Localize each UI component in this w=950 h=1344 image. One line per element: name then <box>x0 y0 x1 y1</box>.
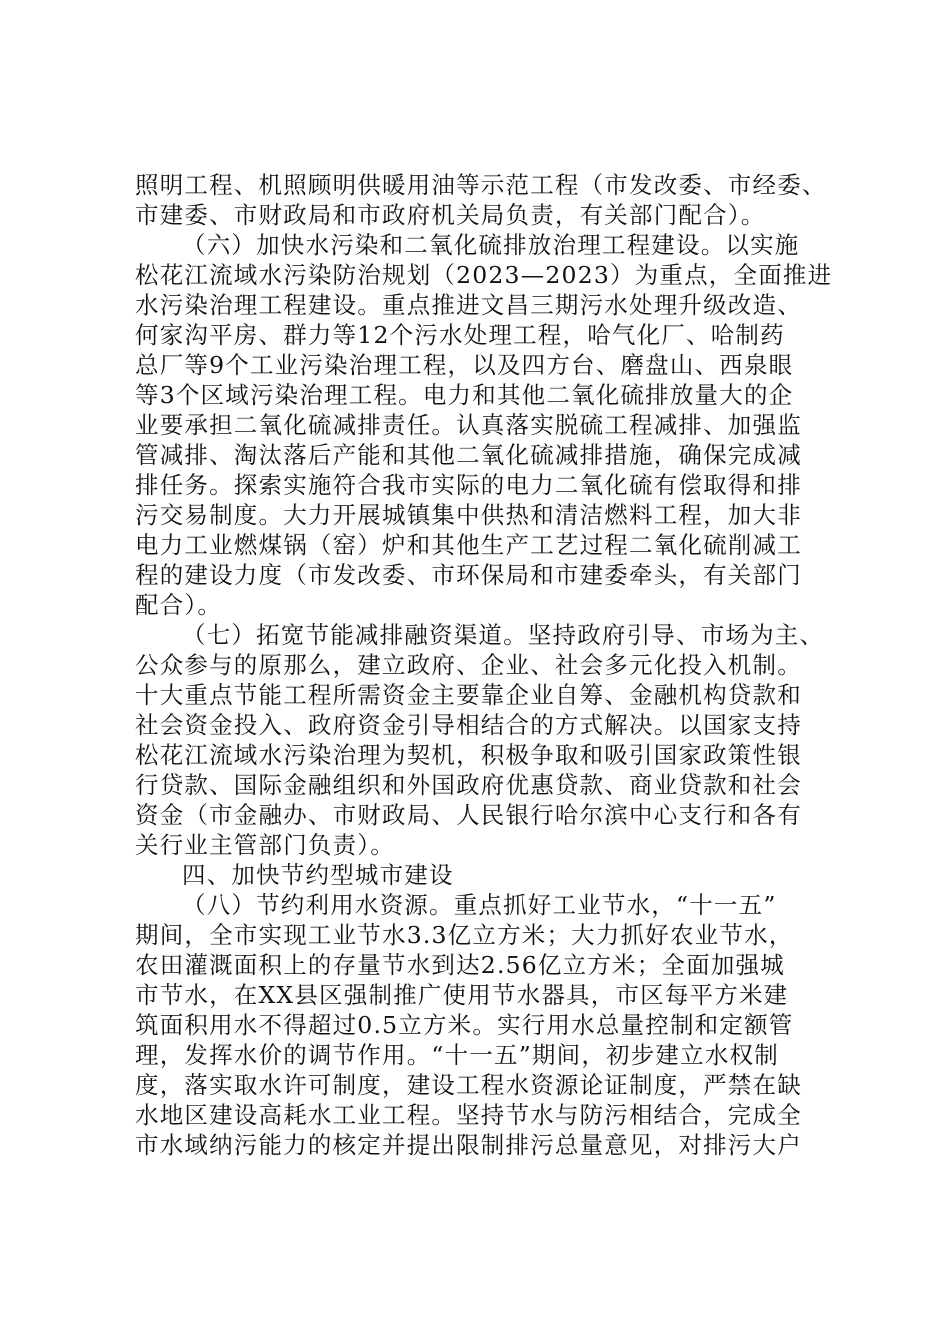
text-line: 水地区建设高耗水工业工程。坚持节水与防污相结合，完成全 <box>135 1101 802 1129</box>
body-text <box>135 170 835 1160</box>
text-line: 农田灌溉面积上的存量节水到达2.56亿立方米；全面加强城 <box>135 951 785 979</box>
text-line: 市节水，在XX县区强制推广使用节水器具，市区每平方米建 <box>135 981 789 1009</box>
text-line: 市建委、市财政局和市政府机关局负责，有关部门配合）。 <box>135 201 766 229</box>
text-line: （六）加快水污染和二氧化硫排放治理工程建设。以实施 <box>182 231 800 259</box>
text-line: 公众参与的原那么，建立政府、企业、社会多元化投入机制。 <box>135 651 802 679</box>
text-line: （八）节约利用水资源。重点抓好工业节水，“十一五” <box>182 891 777 919</box>
text-line: 等3个区域污染治理工程。电力和其他二氧化硫排放量大的企 <box>135 381 794 409</box>
text-line: 电力工业燃煤锅（窑）炉和其他生产工艺过程二氧化硫削减工 <box>135 531 802 559</box>
text-line: 四、加快节约型城市建设 <box>182 861 454 889</box>
text-line: 配合）。 <box>135 591 223 619</box>
text-line: 资金（市金融办、市财政局、人民银行哈尔滨中心支行和各有 <box>135 801 802 829</box>
text-line: 社会资金投入、政府资金引导相结合的方式解决。以国家支持 <box>135 711 802 739</box>
text-line: 度，落实取水许可制度，建设工程水资源论证制度，严禁在缺 <box>135 1071 802 1099</box>
text-line: 水污染治理工程建设。重点推进文昌三期污水处理升级改造、 <box>135 291 802 319</box>
text-line: 程的建设力度（市发改委、市环保局和市建委牵头，有关部门 <box>135 561 802 589</box>
text-line: 松花江流域水污染防治规划（2023—2023）为重点，全面推进 <box>135 261 833 289</box>
text-line: 筑面积用水不得超过0.5立方米。实行用水总量控制和定额管 <box>135 1011 794 1039</box>
text-line: 十大重点节能工程所需资金主要靠企业自筹、金融机构贷款和 <box>135 681 802 709</box>
text-line: （七）拓宽节能减排融资渠道。坚持政府引导、市场为主、 <box>182 621 825 649</box>
text-line: 业要承担二氧化硫减排责任。认真落实脱硫工程减排、加强监 <box>135 411 802 439</box>
text-line: 市水域纳污能力的核定并提出限制排污总量意见，对排污大户 <box>135 1131 802 1159</box>
text-line: 总厂等9个工业污染治理工程，以及四方台、磨盘山、西泉眼 <box>135 351 794 379</box>
text-line: 关行业主管部门负责）。 <box>135 831 395 859</box>
text-line: 排任务。探索实施符合我市实际的电力二氧化硫有偿取得和排 <box>135 471 802 499</box>
text-line: 松花江流域水污染治理为契机，积极争取和吸引国家政策性银 <box>135 741 802 769</box>
text-line: 行贷款、国际金融组织和外国政府优惠贷款、商业贷款和社会 <box>135 771 802 799</box>
text-line: 管减排、淘汰落后产能和其他二氧化硫减排措施，确保完成减 <box>135 441 802 469</box>
text-line: 污交易制度。大力开展城镇集中供热和清洁燃料工程，加大非 <box>135 501 802 529</box>
text-line: 照明工程、机照顾明供暖用油等示范工程（市发改委、市经委、 <box>135 171 827 199</box>
text-line: 何家沟平房、群力等12个污水处理工程，哈气化厂、哈制药 <box>135 321 785 349</box>
text-line: 期间，全市实现工业节水3.3亿立方米；大力抓好农业节水， <box>135 921 794 949</box>
text-line: 理，发挥水价的调节作用。“十一五”期间，初步建立水权制 <box>135 1041 779 1069</box>
